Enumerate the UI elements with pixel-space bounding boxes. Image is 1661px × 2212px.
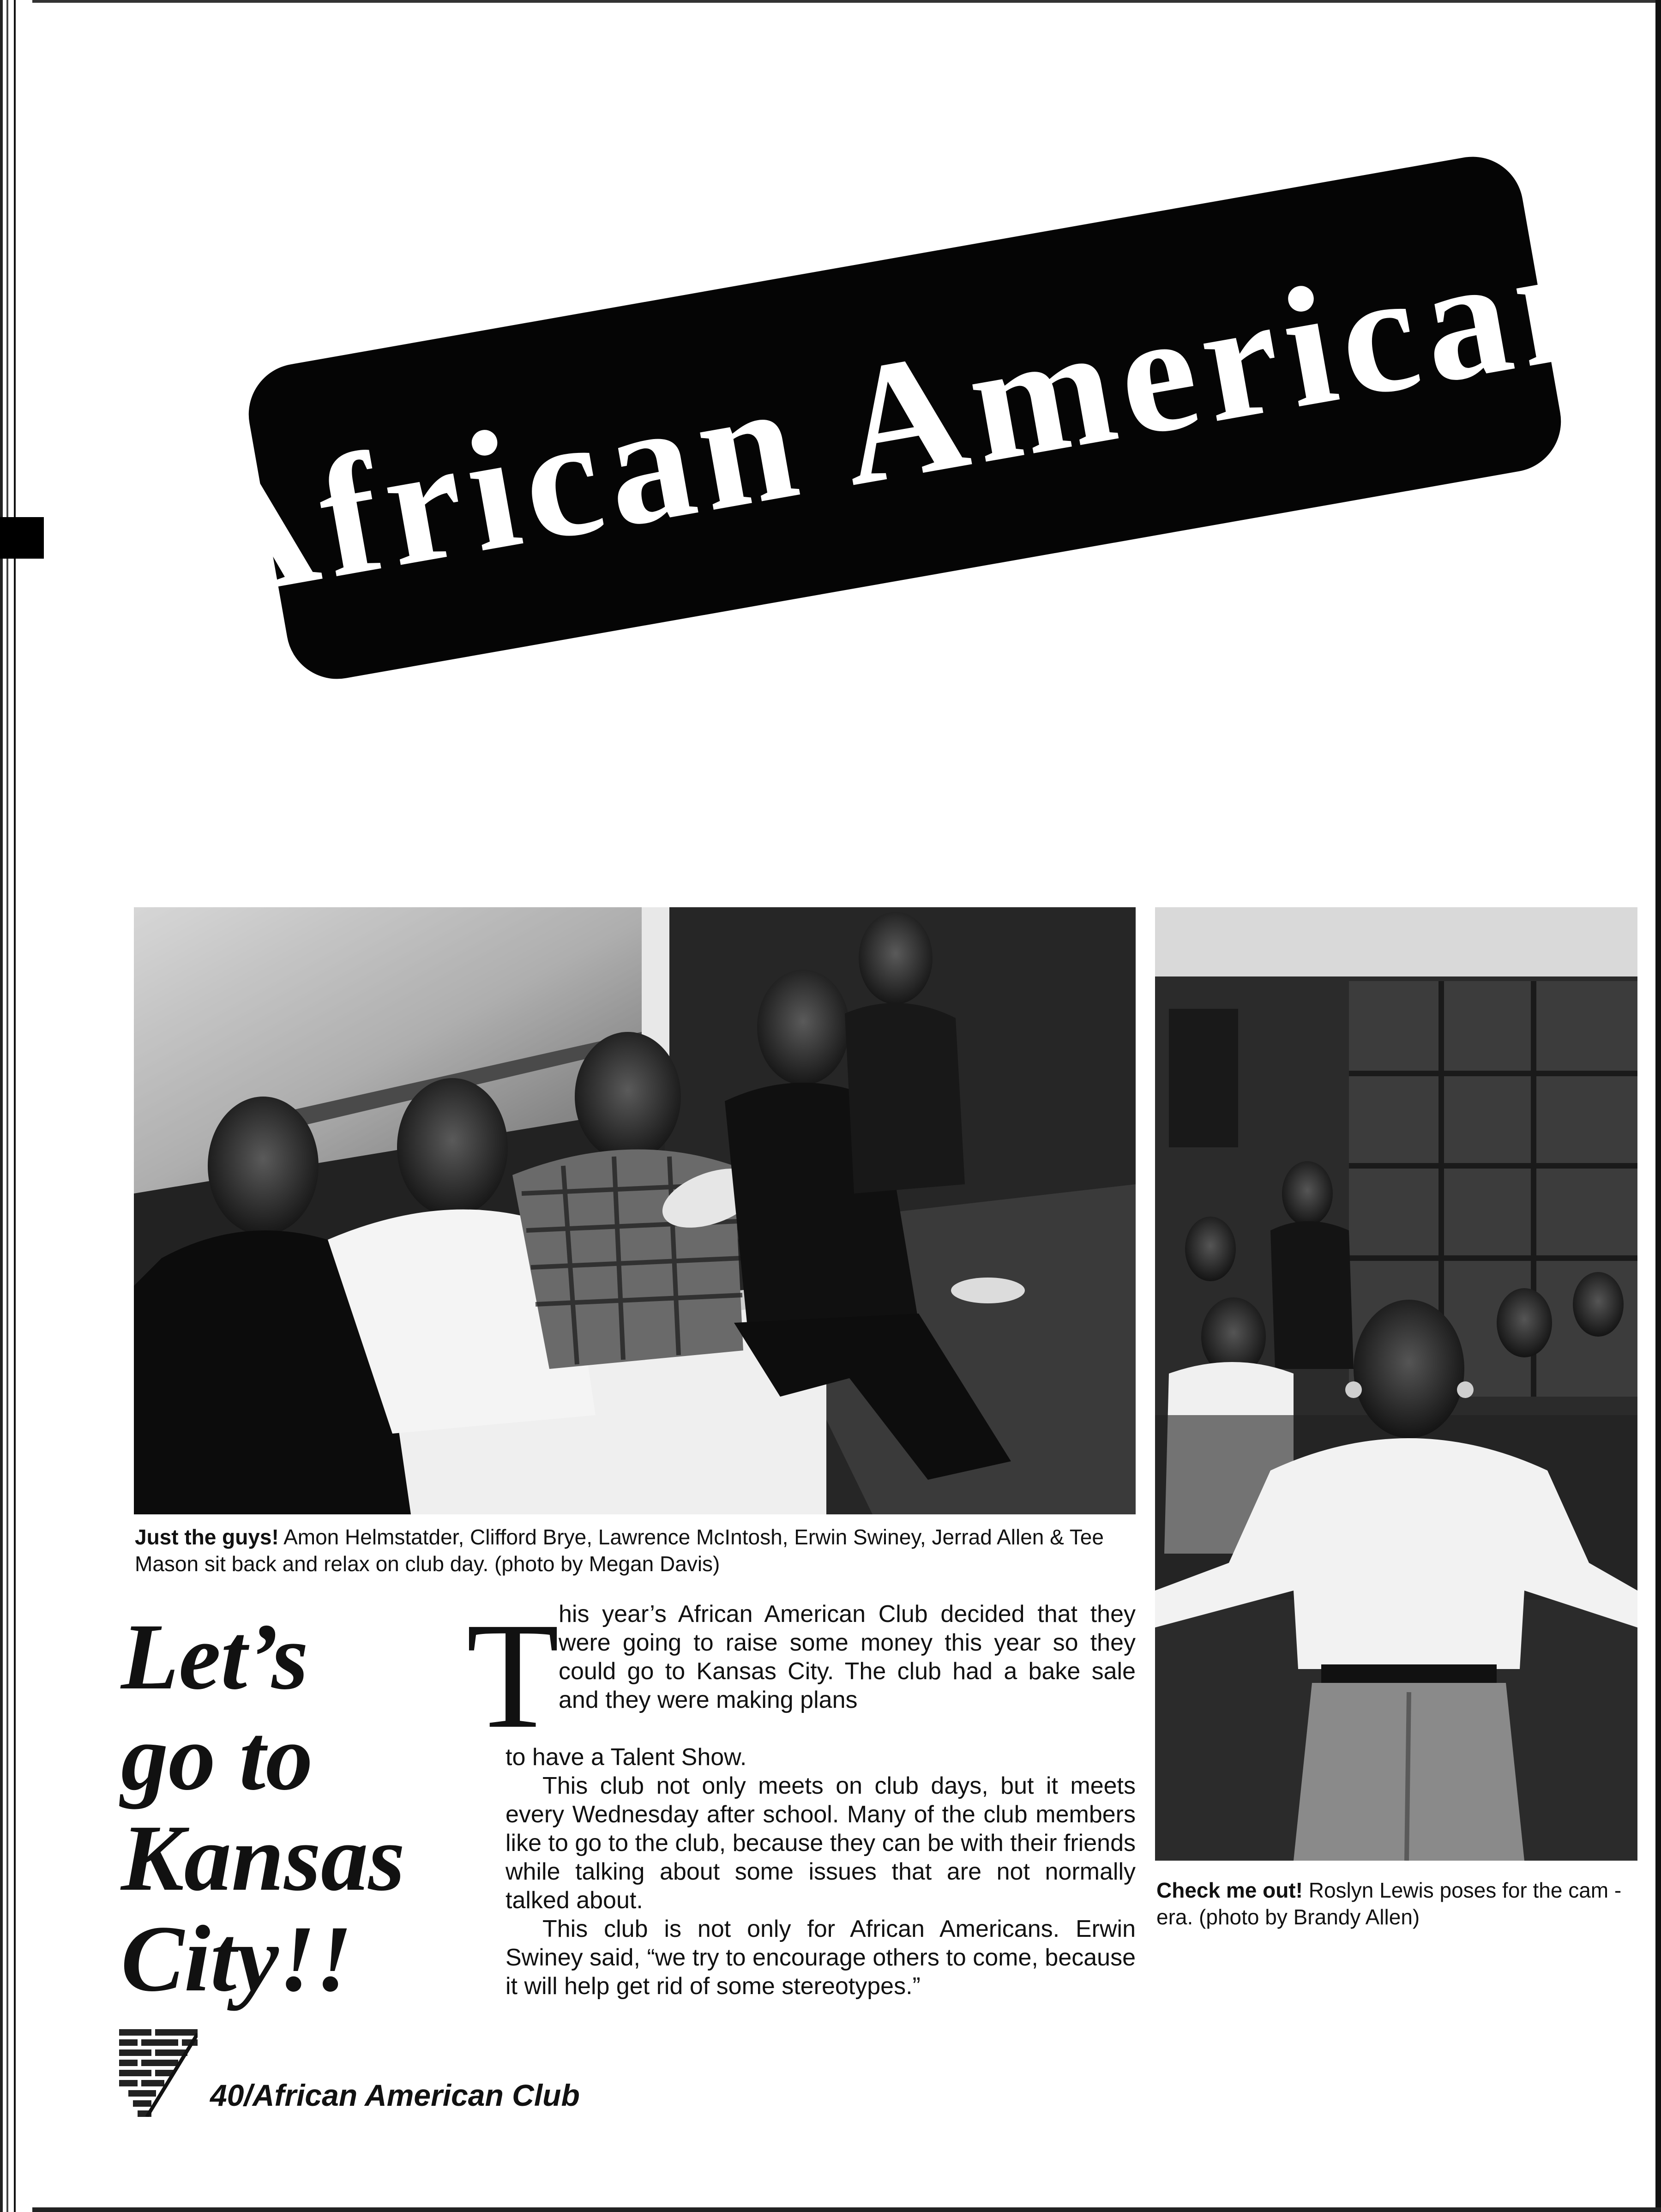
headline-line-2: go to — [121, 1705, 313, 1810]
photo-club-guys-image — [134, 907, 1136, 1514]
caption-club-guys-lead: Just the guys! — [135, 1525, 279, 1549]
headline — [121, 1604, 444, 2011]
caption-club-guys — [135, 1524, 1141, 1577]
binding-mark — [0, 517, 44, 559]
article-paragraph-1-head — [559, 1600, 1136, 1714]
right-scan-edge — [1655, 0, 1661, 2212]
article-body-rest — [506, 1743, 1136, 2001]
caption-club-guys-text: Amon Helmstatder, Clifford Brye, Lawrence McIntosh, Erwin Swiney, Jerrad Allen & Tee Mason sit back and relax on club day. (photo by Megan Davis) — [135, 1525, 1104, 1576]
photo-roslyn-lewis — [1155, 907, 1637, 1861]
article-paragraph-1-text: his year’s African American Club decided that they were going to raise some money this year so they could go to Kansas City. The club had a bake sale and they were making plans — [559, 1601, 1136, 1713]
caption-roslyn — [1156, 1877, 1655, 1930]
page-title: African American — [176, 199, 1634, 637]
article-paragraph-1-tail: to have a Talent Show. — [506, 1744, 747, 1771]
article-paragraph-2: This club not only meets on club days, but it meets every Wednesday after school. Many of the club members like to go to the club, because they can be with their friends while talking about some issues that are not normally talked about. — [506, 1772, 1136, 1914]
brick-wall-icon — [119, 2029, 198, 2117]
caption-roslyn-text: Roslyn Lewis poses for the cam - era. (photo by Brandy Allen) — [1156, 1878, 1622, 1929]
headline-line-4: City!! — [121, 1906, 353, 2011]
page-folio: 40/African American Club — [210, 2078, 580, 2112]
bottom-scan-edge — [32, 2207, 1661, 2212]
drop-cap: T — [466, 1591, 560, 1760]
title-banner — [176, 149, 1634, 687]
headline-line-3: Kansas — [121, 1806, 405, 1911]
article-paragraph-3: This club is not only for African Americans. Erwin Swiney said, “we try to encourage others to come, because it will help get rid of some stereotypes.” — [506, 1916, 1136, 2000]
photo-roslyn-lewis-image — [1155, 907, 1637, 1861]
headline-line-1: Let’s — [121, 1604, 308, 1709]
photo-club-guys — [134, 907, 1136, 1514]
caption-roslyn-lead: Check me out! — [1156, 1878, 1303, 1902]
top-scan-edge — [32, 0, 1661, 3]
page-binding-edge — [0, 0, 32, 2212]
